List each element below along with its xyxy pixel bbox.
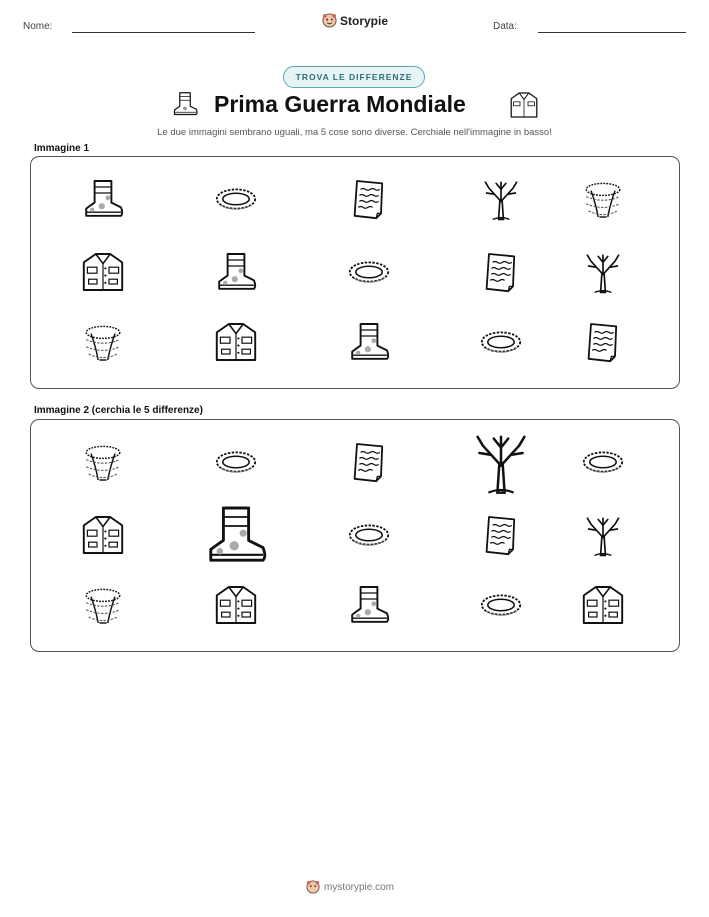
letter-icon xyxy=(345,175,393,223)
image1-cell-r1-c5 xyxy=(579,175,627,223)
boot-icon xyxy=(345,581,393,629)
page-title: Prima Guerra Mondiale xyxy=(214,91,466,117)
image1-label: Immagine 1 xyxy=(34,143,90,154)
jacket-icon xyxy=(579,581,627,629)
jacket-icon xyxy=(212,581,260,629)
image2-cell-r1-c4[interactable] xyxy=(465,426,537,498)
letter-icon xyxy=(345,438,393,486)
image2-cell-r2-c2[interactable] xyxy=(200,499,272,571)
image2-cell-r2-c1[interactable] xyxy=(79,511,127,559)
helmet-icon xyxy=(212,438,260,486)
image2-cell-r1-c5[interactable] xyxy=(579,438,627,486)
image2-cell-r2-c3[interactable] xyxy=(345,511,393,559)
trench-icon xyxy=(79,581,127,629)
helmet-icon xyxy=(477,318,525,366)
image1-cell-r1-c3 xyxy=(345,175,393,223)
image1-cell-r1-c1 xyxy=(79,175,127,223)
image2-cell-r3-c4[interactable] xyxy=(477,581,525,629)
helmet-icon xyxy=(212,175,260,223)
image2-cell-r3-c1[interactable] xyxy=(79,581,127,629)
image1-grid xyxy=(31,157,679,388)
image2-cell-r1-c1[interactable] xyxy=(79,438,127,486)
footer-url: mystorypie.com xyxy=(324,881,395,893)
image1-cell-r3-c3 xyxy=(345,318,393,366)
image2-label: Immagine 2 (cerchia le 5 differenze) xyxy=(34,405,203,416)
boot-icon xyxy=(170,89,200,119)
image1-panel xyxy=(30,156,680,389)
brand-name: Storypie xyxy=(340,13,389,28)
helmet-icon xyxy=(345,248,393,296)
letter-icon xyxy=(579,318,627,366)
helmet-icon xyxy=(579,438,627,486)
image2-cell-r3-c5[interactable] xyxy=(579,581,627,629)
trench-icon xyxy=(579,175,627,223)
trench-icon xyxy=(79,318,127,366)
jacket-icon xyxy=(79,511,127,559)
image1-cell-r1-c4 xyxy=(477,175,525,223)
image2-cell-r2-c4[interactable] xyxy=(477,511,525,559)
boot-icon xyxy=(345,318,393,366)
helmet-icon xyxy=(345,511,393,559)
image1-cell-r2-c2 xyxy=(212,248,260,296)
image1-cell-r3-c5 xyxy=(579,318,627,366)
image2-grid xyxy=(31,420,679,651)
image1-cell-r2-c5 xyxy=(579,248,627,296)
helmet-icon xyxy=(477,581,525,629)
trench-icon xyxy=(79,438,127,486)
tree-icon xyxy=(579,511,627,559)
image1-cell-r3-c2 xyxy=(212,318,260,366)
jacket-icon xyxy=(212,318,260,366)
tree-icon xyxy=(477,175,525,223)
image1-cell-r2-c3 xyxy=(345,248,393,296)
jacket-icon xyxy=(508,89,540,121)
letter-icon xyxy=(477,511,525,559)
name-label: Nome: xyxy=(23,21,53,32)
image2-cell-r3-c3[interactable] xyxy=(345,581,393,629)
jacket-icon xyxy=(79,248,127,296)
name-line[interactable] xyxy=(72,32,255,33)
image2-cell-r3-c2[interactable] xyxy=(212,581,260,629)
mascot-icon xyxy=(306,880,320,894)
worksheet-type-badge: TROVA LE DIFFERENZE xyxy=(283,66,425,88)
image1-cell-r3-c4 xyxy=(477,318,525,366)
image1-cell-r3-c1 xyxy=(79,318,127,366)
image2-cell-r2-c5[interactable] xyxy=(579,511,627,559)
boot-icon xyxy=(79,175,127,223)
boot-icon xyxy=(200,499,272,571)
date-line[interactable] xyxy=(538,32,686,33)
boot-icon xyxy=(212,248,260,296)
image1-cell-r2-c1 xyxy=(79,248,127,296)
image1-cell-r1-c2 xyxy=(212,175,260,223)
image2-cell-r1-c2[interactable] xyxy=(212,438,260,486)
mascot-icon xyxy=(322,13,337,28)
date-label: Data: xyxy=(493,21,517,32)
instructions: Le due immagini sembrano uguali, ma 5 cose sono diverse. Cerchiale nell'immagine in basso! xyxy=(157,127,552,138)
tree-icon xyxy=(579,248,627,296)
image2-panel[interactable] xyxy=(30,419,680,652)
image2-cell-r1-c3[interactable] xyxy=(345,438,393,486)
brand-logo xyxy=(322,13,388,28)
tree-icon xyxy=(465,426,537,498)
image1-cell-r2-c4 xyxy=(477,248,525,296)
letter-icon xyxy=(477,248,525,296)
footer xyxy=(306,880,394,894)
